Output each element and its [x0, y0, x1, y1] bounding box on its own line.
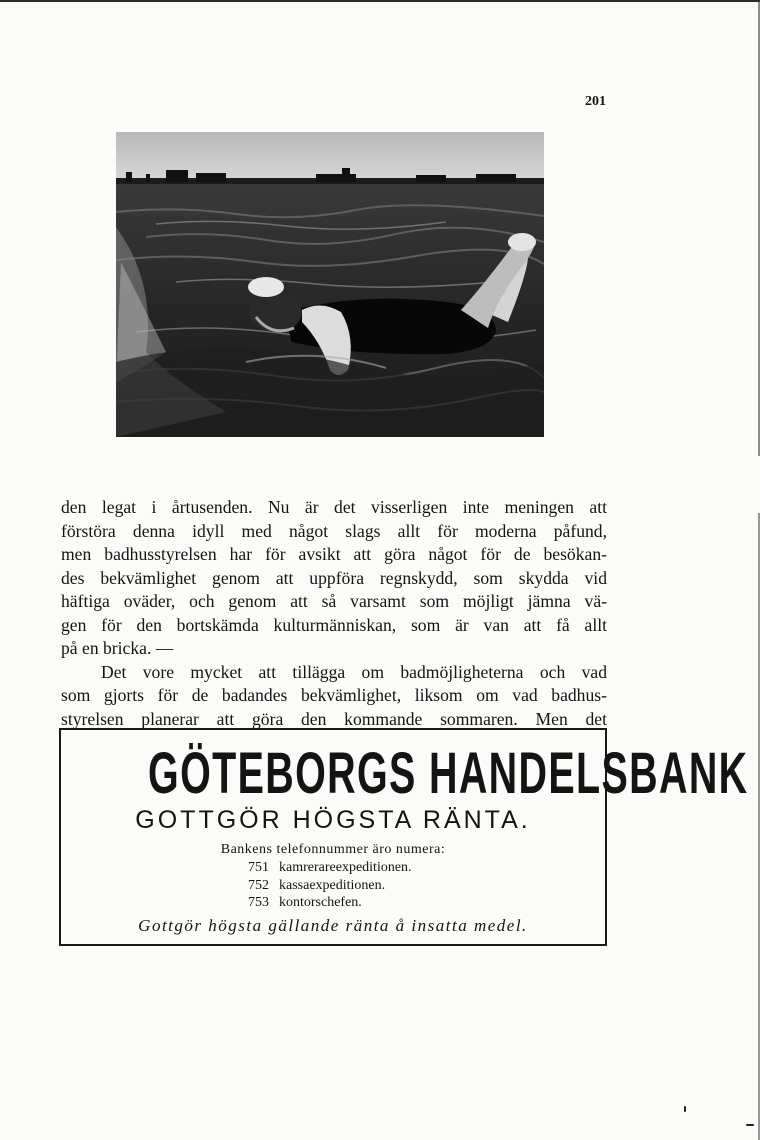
ad-slogan: GOTTGÖR HÖGSTA RÄNTA.	[135, 806, 531, 834]
ad-phone-department: kontorschefen.	[279, 895, 362, 910]
article-body	[61, 496, 607, 731]
body-line: des bekvämlighet genom att uppföra regnskydd, som skydda vid	[61, 567, 607, 588]
body-line: på en bricka. —	[61, 638, 174, 658]
ad-phone-row	[231, 859, 491, 877]
bank-advertisement	[59, 728, 749, 946]
print-speck	[684, 1106, 686, 1112]
ad-phone-row	[231, 894, 491, 912]
print-speck	[746, 1124, 754, 1126]
ad-phone-row	[231, 877, 491, 895]
body-line: styrelsen planerar att göra den kommande sommaren. Men det	[61, 708, 607, 729]
ad-phone-list	[231, 859, 491, 912]
ad-phone-number: 751	[248, 860, 269, 875]
body-line: den legat i årtusenden. Nu är det visserligen inte meningen att	[61, 497, 607, 517]
page-number: 201	[585, 94, 606, 109]
ad-phone-department: kassaexpeditionen.	[279, 877, 386, 893]
body-line: Det vore mycket att tillägga om badmöjligheterna och vad	[101, 661, 607, 682]
top-edge-rule	[0, 0, 760, 2]
body-line: förstöra denna idyll med något slags allt för moderna påfund,	[61, 520, 607, 541]
swimmer-photo	[116, 132, 544, 437]
body-line: gen för den bortskämda kulturmänniskan, som är van att få allt	[61, 614, 607, 635]
ad-phone-number: 752	[248, 877, 269, 893]
body-line: som gjorts för de badandes bekvämlighet, liksom om vad badhus-	[61, 685, 607, 705]
ad-phone-department: kamrerareexpeditionen.	[279, 860, 412, 875]
ad-bank-name: GÖTEBORGS HANDELSBANK	[148, 741, 749, 806]
ad-phone-heading: Bankens telefonnummer äro numera:	[220, 842, 446, 857]
body-line: men badhusstyrelsen har för avsikt att göra något för de besökan-	[61, 544, 607, 564]
ad-footer-tagline: Gottgör högsta gällande ränta å insatta medel.	[138, 916, 528, 935]
body-line: häftiga oväder, och genom att så varsamt som möjligt jämna vä-	[61, 591, 607, 611]
ad-phone-number: 753	[248, 895, 269, 910]
